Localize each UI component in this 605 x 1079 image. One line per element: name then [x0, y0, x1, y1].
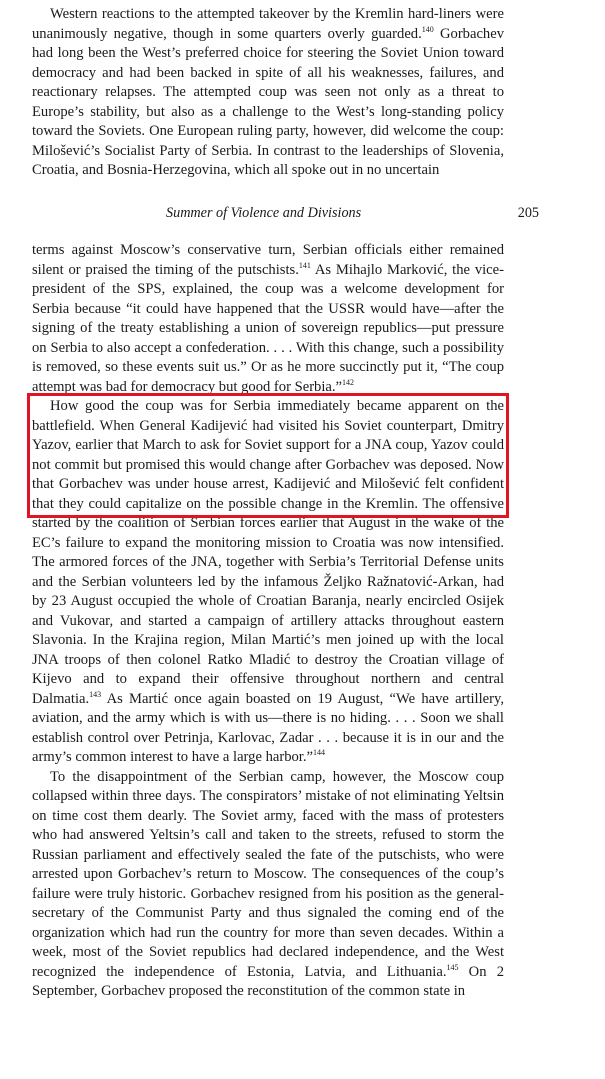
footnote-ref[interactable]: 145 — [446, 962, 459, 972]
paragraph-2 — [32, 397, 504, 768]
paragraph-3 — [32, 768, 504, 1002]
running-title: Summer of Violence and Divisions — [166, 205, 362, 221]
footnote-ref[interactable]: 141 — [298, 260, 311, 270]
footnote-ref[interactable]: 143 — [89, 689, 102, 699]
top-paragraph-text: Western reactions to the attempted takeover by the Kremlin hard-liners were unanimously negative, though in some quarters overly guarded. — [32, 6, 504, 42]
top-paragraph-text-cont: Gorbachev had long been the West’s preferred choice for steering the Soviet Union toward democracy and had been backed in spite of all his weaknesses, failures, and reactionary relapses. The attempted coup was seen not only as a threat to Europe’s stability, but also as a challenge to the West’s long-standing policy toward the Soviets. One European ruling party, however, did welcome the coup: Milošević’s Socialist Party of Serbia. In contrast to the leaderships of Slovenia, Croatia, and Bosnia-Herzegovina, which all spoke out in no uncertain — [32, 25, 505, 178]
paragraph-3-text-cont: On 2 September, Gorbachev proposed the reconstitution of the common state in — [32, 963, 504, 999]
paragraph-2-text: How good the coup was for Serbia immediately became apparent on the battlefield. When General Kadijević had visited his Soviet counterpart, Dmitry Yazov, earlier that March to ask for Soviet support for a JNA coup, Yazov could not commit but promised this would change after Gorbachev was deposed. Now that Gorbachev was under house arrest, Kadijević and Milošević felt confident that they could capitalize on the possible change in the Kremlin. The offensive started by the coalition of Serbian forces earlier that August in the wake of the EC’s failure to expand the monitoring mission to Croatia was now intensified. The armored forces of the JNA, together with Serbia’s Territorial Defense units and the Serbian volunteers led by the infamous Željko Ražnatović-Arkan, had by 23 August occupied the whole of Croatian Baranja, nearly encircled Osijek and Vukovar, and started a campaign of artillery attacks throughout eastern Slavonia. In the Krajina region, Milan Martić’s men joined up with the local JNA troops of then colonel Ratko Mladić to destroy the Croatian village of Kijevo and to expand their offensive throughout northern and central Dalmatia. — [32, 398, 504, 707]
footnote-ref[interactable]: 142 — [342, 377, 355, 387]
paragraph-1 — [32, 241, 504, 397]
paragraph-1-text: terms against Moscow’s conservative turn, Serbian officials either remained silent or praised the timing of the putschists. — [32, 242, 504, 278]
footnote-ref[interactable]: 140 — [421, 24, 434, 34]
page-number: 205 — [517, 205, 539, 221]
paragraph-3-text: To the disappointment of the Serbian camp, however, the Moscow coup collapsed within three days. The conspirators’ mistake of not eliminating Yeltsin on time cost them dearly. The Soviet army, faced with the mass of protesters who had answered Yeltsin’s call and taken to the streets, refused to storm the Russian parliament and effectively sealed the fate of the putschists, who were arrested upon Gorbachev’s return to Moscow. The consequences of the coup’s failure were truly historic. Gorbachev resigned from his position as the general-secretary of the Communist Party and thus signaled the coming end of the organization which had run the country for more than seven decades. Within a week, most of the Soviet republics had declared independence, and the West recognized the independence of Estonia, Latvia, and Lithuania. — [32, 768, 504, 980]
paragraph-2-text-cont: As Martić once again boasted on 19 August, “We have artillery, aviation, and the army which is with us—there is no hiding. . . . Soon we shall establish control over Petrinja, Karlovac, Zadar . . . because it is in our and the army’s common interest to have a large harbor.” — [32, 690, 504, 765]
paragraph-1-text-cont: As Mihajlo Marković, the vice-president of the SPS, explained, the coup was a welcome development for Serbia because “it could have happened that the USSR would have—after the signing of the treaty establishing a union of sovereign republics—put pressure on Serbia to also accept a confederation. . . . With this change, such a possibility is removed, so these events suit us.” Or as he more succinctly put it, “The coup attempt was bad for democracy but good for Serbia.” — [32, 261, 504, 395]
top-paragraph — [32, 5, 504, 181]
body-text — [32, 241, 504, 1002]
footnote-ref[interactable]: 144 — [312, 748, 325, 758]
